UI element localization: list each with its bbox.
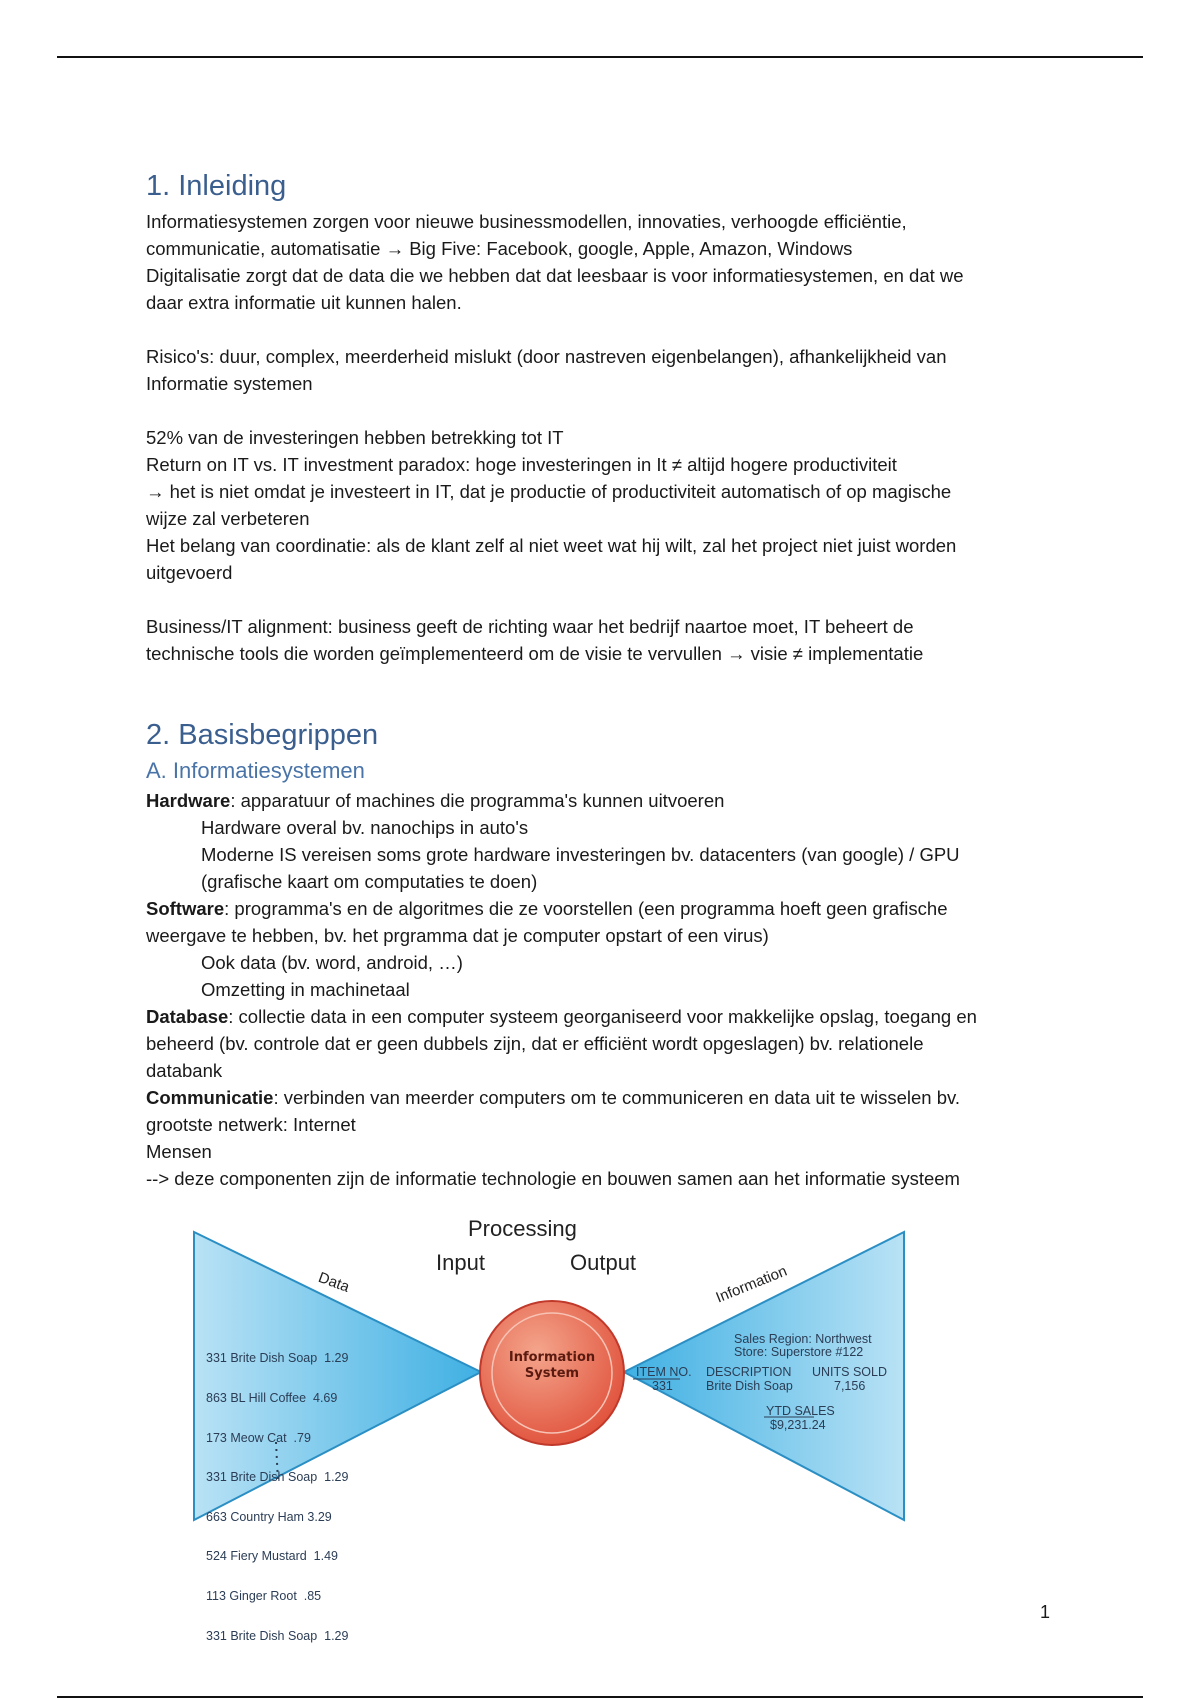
document-body — [146, 168, 1066, 1192]
paragraph: Informatiesystemen zorgen voor nieuwe businessmodellen, innovaties, verhoogde efficiëntie, — [146, 211, 907, 232]
ytd-sales-value: $9,231.24 — [770, 1418, 826, 1432]
processing-label: Processing — [468, 1216, 577, 1241]
paragraph: wijze zal verbeteren — [146, 508, 310, 529]
information-label: Information — [713, 1262, 790, 1307]
paragraph: Risico's: duur, complex, meerderheid mislukt (door nastreven eigenbelangen), afhankelijkheid van — [146, 346, 947, 367]
sales-region: Sales Region: Northwest — [734, 1332, 872, 1346]
footer-rule — [57, 1696, 1143, 1698]
output-label: Output — [570, 1250, 637, 1275]
data-list — [206, 1326, 348, 1669]
paragraph: Mensen — [146, 1141, 212, 1162]
paragraph: daar extra informatie uit kunnen halen. — [146, 292, 462, 313]
indented-item: (grafische kaart om computaties te doen) — [201, 871, 538, 892]
column-description: DESCRIPTION — [706, 1365, 792, 1379]
ytd-sales-label: YTD SALES — [766, 1404, 835, 1418]
section-title-basisbegrippen: 2. Basisbegrippen — [146, 719, 379, 751]
center-label-line: System — [524, 1366, 580, 1381]
data-row: 524 Fiery Mustard 1.49 — [206, 1549, 339, 1564]
term: Software — [146, 898, 225, 919]
definition-software — [146, 895, 1066, 922]
paragraph: Return on IT vs. IT investment paradox: hoge investeringen in It ≠ altijd hogere productiviteit — [146, 454, 897, 475]
definition-text: : apparatuur of machines die programma's kunnen uitvoeren — [230, 790, 725, 811]
item-description-value: Brite Dish Soap — [706, 1379, 793, 1393]
data-row: 863 BL Hill Coffee 4.69 — [206, 1391, 338, 1406]
paragraph: --> deze componenten zijn de informatie technologie en bouwen samen aan het informatie systeem — [146, 1168, 960, 1189]
definition-communicatie — [146, 1084, 1066, 1111]
data-row: 113 Ginger Root .85 — [206, 1589, 322, 1604]
paragraph: Informatie systemen — [146, 373, 313, 394]
header-rule — [57, 56, 1143, 58]
paragraph: communicatie, automatisatie → Big Five: Facebook, google, Apple, Amazon, Windows — [146, 238, 853, 259]
indented-item: Omzetting in machinetaal — [201, 979, 410, 1000]
term: Database — [146, 1006, 229, 1027]
information-system-diagram — [146, 1214, 1036, 1643]
term: Hardware — [146, 790, 231, 811]
data-row: 331 Brite Dish Soap 1.29 — [206, 1351, 349, 1366]
paragraph: uitgevoerd — [146, 562, 233, 583]
paragraph: technische tools die worden geïmplementeerd om de visie te vervullen → visie ≠ implementatie — [146, 643, 924, 664]
column-item-no: ITEM NO. — [636, 1365, 692, 1379]
data-row: 331 Brite Dish Soap 1.29 — [206, 1470, 349, 1485]
paragraph: Digitalisatie zorgt dat de data die we hebben dat dat leesbaar is voor informatiesystemen, en dat we — [146, 265, 964, 286]
section-title-inleiding: 1. Inleiding — [146, 170, 287, 202]
indented-item: Hardware overal bv. nanochips in auto's — [201, 817, 529, 838]
store: Store: Superstore #122 — [734, 1345, 864, 1359]
data-row: 173 Meow Cat .79 — [206, 1430, 311, 1445]
term: Communicatie — [146, 1087, 274, 1108]
data-label: Data — [316, 1269, 352, 1296]
definition-text: : verbinden van meerder computers om te communiceren en data uit te wisselen bv. — [273, 1087, 961, 1108]
paragraph: grootste netwerk: Internet — [146, 1114, 356, 1135]
center-label — [498, 1350, 606, 1382]
definition-hardware — [146, 787, 1066, 814]
indented-item: Moderne IS vereisen soms grote hardware investeringen bv. datacenters (van google) / GPU — [201, 844, 960, 865]
definition-text: : collectie data in een computer systeem georganiseerd voor makkelijke opslag, toegang en — [228, 1006, 977, 1027]
paragraph: weergave te hebben, bv. het prgramma dat je computer opstart of een virus) — [146, 925, 769, 946]
definition-database — [146, 1003, 1066, 1030]
paragraph: databank — [146, 1060, 223, 1081]
paragraph: → het is niet omdat je investeert in IT, dat je productie of productiviteit automatisch of op magische — [146, 481, 952, 502]
center-label-line: Information — [508, 1350, 596, 1365]
input-label: Input — [436, 1250, 485, 1275]
paragraph: beheerd (bv. controle dat er geen dubbels zijn, dat er efficiënt wordt opgeslagen) bv. relationele — [146, 1033, 924, 1054]
indented-item: Ook data (bv. word, android, …) — [201, 952, 463, 973]
units-sold-value: 7,156 — [834, 1379, 866, 1393]
data-row: 331 Brite Dish Soap 1.29 — [206, 1628, 349, 1643]
data-row: 663 Country Ham 3.29 — [206, 1509, 332, 1524]
item-no-value: 331 — [652, 1379, 673, 1393]
definition-text: : programma's en de algoritmes die ze voorstellen (een programma hoeft geen grafische — [224, 898, 948, 919]
paragraph: Het belang van coordinatie: als de klant zelf al niet weet wat hij wilt, zal het project niet juist worden — [146, 535, 957, 556]
page-number: 1 — [1040, 1602, 1051, 1622]
paragraph: 52% van de investeringen hebben betrekking tot IT — [146, 427, 564, 448]
column-units-sold: UNITS SOLD — [812, 1365, 888, 1379]
subsection-title: A. Informatiesystemen — [146, 758, 365, 783]
paragraph: Business/IT alignment: business geeft de richting waar het bedrijf naartoe moet, IT beheert de — [146, 616, 914, 637]
